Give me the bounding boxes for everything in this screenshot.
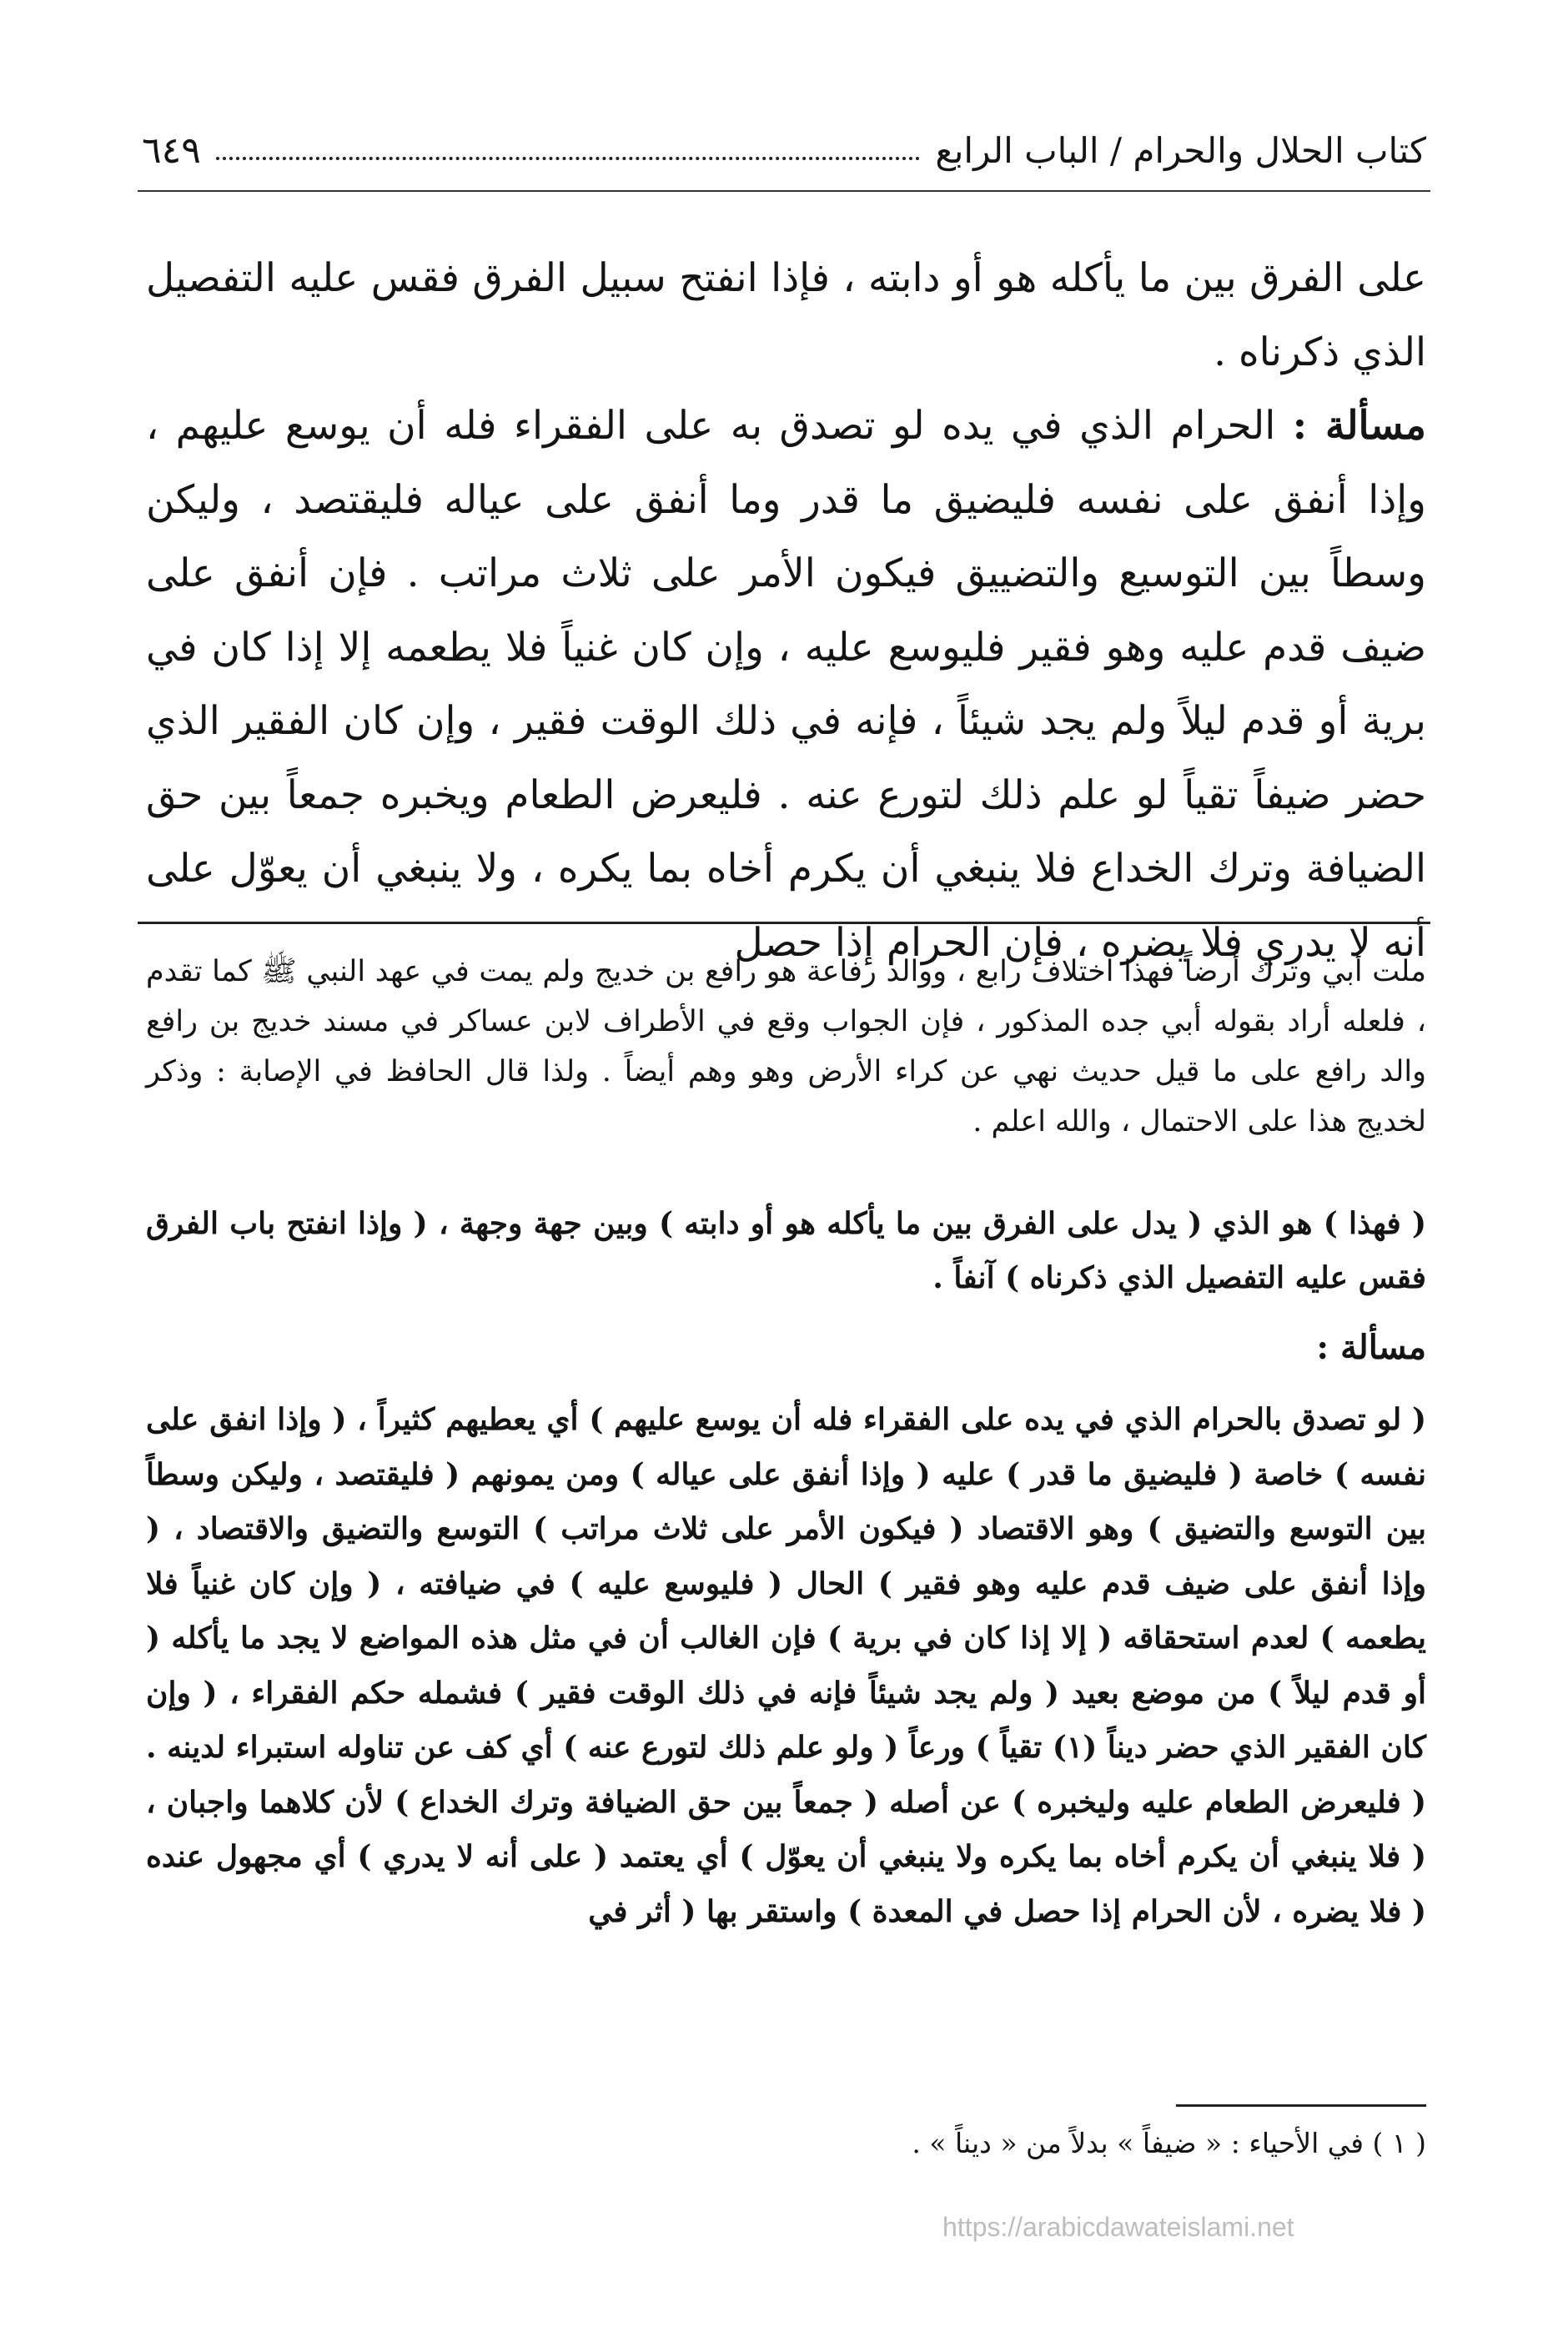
issue-label: مسألة : bbox=[1292, 403, 1426, 449]
header-rule bbox=[138, 190, 1430, 192]
main-paragraph-1: على الفرق بين ما يأكله هو أو دابته ، فإذا انفتح سبيل الفرق فقس عليه التفصيل الذي ذكرناه . bbox=[146, 255, 1426, 375]
main-text bbox=[146, 242, 1426, 980]
commentary-note: ملت أبي وترك أرضاً فهذا اختلاف رابع ، ووالد رفاعة هو رافع بن خديج ولم يمت في عهد النبي ﷺ كما تقدم ، فلعله أراد بقوله أبي جده المذكور ، فإن الجواب وقع في الأطراف لابن عساكر في مسند خديج بن رافع والد رافع على ما قيل حديث نهي عن كراء الأرض وهو وهم أيضاً . ولذا قال الحافظ في الإصابة : وذكر لخديج هذا على الاحتمال ، والله اعلم . bbox=[146, 955, 1426, 1138]
commentary-paragraph-1: ( فهذا ) هو الذي ( يدل على الفرق بين ما يأكله هو أو دابته ) وبين جهة وجهة ، ( وإذا انفتح باب الفرق فقس عليه التفصيل الذي ذكرناه ) آنفاً . bbox=[146, 1206, 1426, 1295]
page-number: ٦٤٩ bbox=[142, 128, 201, 172]
commentary-paragraph-2: ( لو تصدق بالحرام الذي في يده على الفقراء فله أن يوسع عليهم ) أي يعطيهم كثيراً ، ( وإذا انفق على نفسه ) خاصة ( فليضيق ما قدر ) عليه ( وإذا أنفق على عياله ) ومن يمونهم ( فليقتصد ، وليكن وسطاً بين التوسع والتضيق ) وهو الاقتصاد ( فيكون الأمر على ثلاث مراتب ) التوسع والتضيق والاقتصاد ، ( وإذا أنفق على ضيف قدم عليه وهو فقير ) الحال ( فليوسع عليه ) في ضيافته ، ( وإن كان غنياً فلا يطعمه ) لعدم استحقاقه ( إلا إذا كان في برية ) فإن الغالب أن في مثل هذه المواضع لا يجد ما يأكله ( أو قدم ليلاً ) من موضع بعيد ( ولم يجد شيئاً فإنه في ذلك الوقت فقير ) فشمله حكم الفقراء ، ( وإن كان الفقير الذي حضر ديناً (١) تقياً ) ورعاً ( ولو علم ذلك لتورع عنه ) أي كف عن تناوله استبراء لدينه . ( فليعرض الطعام عليه وليخبره ) عن أصله ( جمعاً بين حق الضيافة وترك الخداع ) لأن كلاهما واجبان ، ( فلا ينبغي أن يكرم أخاه بما يكره ولا ينبغي أن يعوّل ) أي يعتمد ( على أنه لا يدري ) أي مجهول عنده ( فلا يضره ، لأن الحرام إذا حصل في المعدة ) واستقر بها ( أثر في bbox=[146, 1402, 1426, 1929]
footnote-rule bbox=[1176, 2104, 1426, 2107]
main-paragraph-2 bbox=[146, 390, 1426, 980]
main-commentary-separator bbox=[138, 922, 1430, 924]
running-header bbox=[142, 117, 1426, 183]
header-dot-leader bbox=[216, 157, 920, 160]
watermark-url: https://arabicdawateislami.net bbox=[942, 2212, 1294, 2242]
issue-text: الحرام الذي في يده لو تصدق به على الفقراء فله أن يوسع عليهم ، وإذا أنفق على نفسه فليضيق ما قدر وما أنفق على عياله فليقتصد ، وليكن وسطاً بين التوسيع والتضييق فيكون الأمر على ثلاث مراتب . فإن أنفق على ضيف قدم عليه وهو فقير فليوسع عليه ، وإن كان غنياً فلا يطعمه إلا إذا كان في برية أو قدم ليلاً ولم يجد شيئاً ، فإنه في ذلك الوقت فقير ، وإن كان الفقير الذي حضر ضيفاً تقياً لو علم ذلك لتورع عنه . فليعرض الطعام ويخبره جمعاً بين حق الضيافة وترك الخداع فلا ينبغي أن يكرم أخاه بما يكره ، ولا ينبغي أن يعوّل على أنه لا يدري فلا يضره ، فإن الحرام إذا حصل bbox=[146, 403, 1426, 966]
header-title: كتاب الحلال والحرام / الباب الرابع bbox=[935, 129, 1426, 171]
footnote: ( ١ ) في الأحياء : « ضيفاً » بدلاً من « ديناً » . bbox=[912, 2127, 1426, 2159]
commentary-heading: مسألة : bbox=[1316, 1328, 1426, 1367]
commentary bbox=[146, 1197, 1426, 1946]
